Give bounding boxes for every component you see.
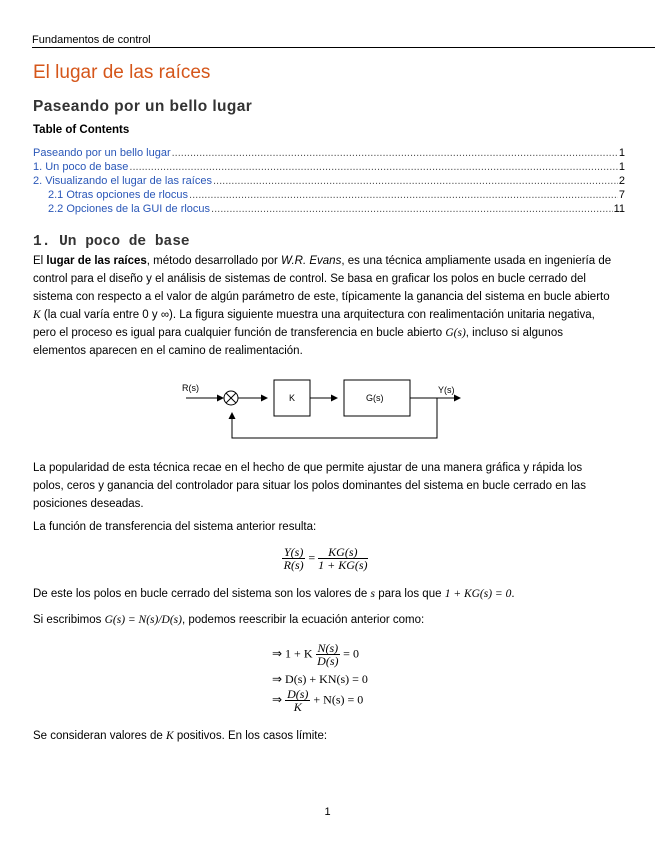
toc-page: 1 [618,147,625,159]
equation-line-2: ⇒ D(s) + KN(s) = 0 [272,672,368,686]
paragraph-popularity: La popularidad de esta técnica recae en el hecho de que permite ajustar de una manera gráfica y rápida los polos, ceros y ganancia del controlador para situar los polos dominantes del sistema en bucle cerrado en las posiciones deseadas. [33,462,586,510]
section-subtitle: Paseando por un bello lugar [33,98,253,115]
equation-line-1: ⇒ 1 + K $\frac{N(s)}{D(s)}$ = 0 [272,641,359,668]
toc-link[interactable]: Paseando por un bello lugar [33,147,171,159]
equation-line-3: ⇒ $\frac{D(s)}{K}$ + N(s) = 0 [272,687,364,714]
paragraph-poles: De este los polos en bucle cerrado del sistema son los valores de s para los que 1 + KG(s) = 0. [33,588,515,600]
toc-link[interactable]: 2. Visualizando el lugar de las raíces [33,175,212,187]
section-heading: 1. Un poco de base [33,234,190,250]
document-title: El lugar de las raíces [33,62,211,83]
input-label: R(s) [182,383,199,393]
paragraph-intro: El lugar de las raíces, método desarrollado por W.R. Evans, es una técnica ampliamente usada en ingeniería de control para el diseño y el análisis de sistemas de control. Se basa en graficar los polos en bucle cerrado del sistema con respecto a el valor de algún parámetro de este, típicamente la ganancia del sistema en bucle abierto K (la cual varía entre 0 y ∞). La figura siguiente muestra una arquitectura con realimentación unitaria negativa, pero el proceso es igual para cualquier función de transferencia en bucle abierto G(s), incluso si algunos elementos aparecen en el camino de realimentación. [33,255,612,357]
block-diagram [170,372,480,442]
equation-closed-loop: $\frac{Y(s)}{R(s)}$ = $\frac{KG(s)}{1 + KG(s)}$ [283,545,368,572]
toc-entry[interactable] [33,189,625,203]
toc-link[interactable]: 1. Un poco de base [33,161,129,173]
toc-page: 7 [618,189,625,201]
math-Gs: G(s) [445,327,466,339]
toc-heading: Table of Contents [33,124,130,136]
plant-label: G(s) [366,393,384,403]
paragraph-transfer: La función de transferencia del sistema anterior resulta: [33,521,317,533]
math-K: K [33,309,41,321]
toc-entry[interactable] [33,175,625,189]
paragraph-limits: Se consideran valores de K positivos. En los casos límite: [33,730,328,742]
toc-entry[interactable] [33,147,625,161]
toc-link[interactable]: 2.1 Otras opciones de rlocus [48,189,189,201]
bold-term: lugar de las raíces [46,255,147,267]
running-header: Fundamentos de control [32,34,655,48]
math-characteristic: 1 + KG(s) = 0 [444,588,512,600]
table-of-contents [33,147,625,217]
math-G-ratio: G(s) = N(s)/D(s) [104,614,182,626]
author-name: W.R. Evans [281,255,342,267]
toc-page: 11 [613,203,625,215]
toc-page: 2 [618,175,625,187]
output-label: Y(s) [438,385,455,395]
page-number: 1 [324,806,331,818]
paragraph-rewrite: Si escribimos G(s) = N(s)/D(s), podemos reescribir la ecuación anterior como: [33,614,425,626]
toc-entry[interactable] [33,203,625,217]
toc-entry[interactable] [33,161,625,175]
gain-label: K [289,393,296,403]
toc-page: 1 [618,161,625,173]
toc-link[interactable]: 2.2 Opciones de la GUI de rlocus [48,203,211,215]
